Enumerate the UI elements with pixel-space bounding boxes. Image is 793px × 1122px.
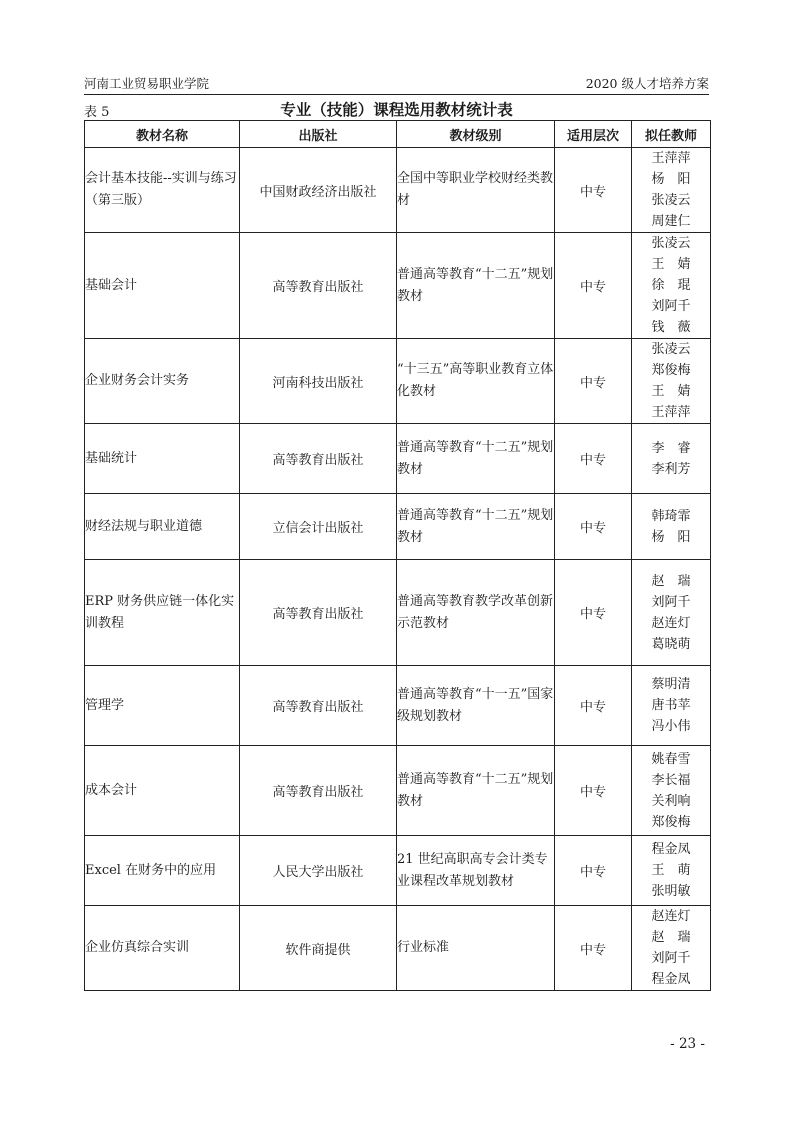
table-body [85, 148, 711, 991]
tier-cell: 中专 [555, 233, 632, 339]
publisher-cell: 立信会计出版社 [240, 494, 397, 560]
teachers-cell [632, 233, 711, 339]
column-header: 适用层次 [555, 121, 632, 148]
teacher-name: 张凌云 [651, 193, 691, 208]
teachers-cell [632, 424, 711, 494]
teacher-name: 张凌云 [651, 342, 691, 357]
publisher-cell: 人民大学出版社 [240, 836, 397, 906]
teacher-name: 韩琦霏 [651, 508, 691, 524]
column-header: 教材级别 [397, 121, 555, 148]
textbook-level-cell: 普通高等教育“十二五”规划教材 [397, 494, 555, 560]
textbook-name-cell: 财经法规与职业道德 [85, 494, 240, 560]
textbook-level-cell: 21 世纪高职高专会计类专业课程改革规划教材 [397, 836, 555, 906]
tier-cell: 中专 [555, 424, 632, 494]
table-row [85, 906, 711, 991]
teacher-name: 程金凤 [651, 842, 691, 857]
tier-cell: 中专 [555, 560, 632, 666]
header-plan-title: 2020 级人才培养方案 [585, 76, 709, 91]
textbook-table [84, 120, 711, 991]
publisher-cell: 河南科技出版社 [240, 339, 397, 424]
publisher-cell: 高等教育出版社 [240, 424, 397, 494]
column-header: 出版社 [240, 121, 397, 148]
tier-cell: 中专 [555, 494, 632, 560]
teachers-cell [632, 494, 711, 560]
table-caption [84, 98, 709, 120]
teacher-name: 刘阿千 [651, 594, 691, 610]
textbook-name-cell: 基础统计 [85, 424, 240, 494]
teacher-name: 李 睿 [651, 440, 691, 456]
teacher-name: 郑俊梅 [651, 363, 691, 378]
publisher-cell: 高等教育出版社 [240, 560, 397, 666]
teacher-name: 张明敏 [651, 884, 691, 899]
teacher-name: 葛晓萌 [651, 636, 691, 652]
tier-cell: 中专 [555, 746, 632, 836]
teacher-name: 张凌云 [651, 236, 691, 251]
teacher-name: 赵 瑞 [651, 573, 691, 589]
table-row [85, 233, 711, 339]
tier-cell: 中专 [555, 339, 632, 424]
teachers-cell [632, 906, 711, 991]
teacher-name: 王 婧 [651, 384, 691, 399]
teacher-name: 王 萌 [651, 863, 691, 878]
teachers-cell [632, 836, 711, 906]
teacher-name: 赵 瑞 [651, 930, 691, 945]
textbook-name-cell: 企业仿真综合实训 [85, 906, 240, 991]
table-row [85, 424, 711, 494]
teacher-name: 钱 薇 [651, 320, 691, 335]
header-institution: 河南工业贸易职业学院 [84, 76, 210, 91]
teachers-cell [632, 746, 711, 836]
textbook-level-cell: 普通高等教育“十二五”规划教材 [397, 424, 555, 494]
textbook-level-cell: 普通高等教育“十二五”规划教材 [397, 233, 555, 339]
column-header: 教材名称 [85, 121, 240, 148]
teacher-name: 王萍萍 [651, 405, 691, 420]
table-row [85, 666, 711, 746]
tier-cell: 中专 [555, 666, 632, 746]
teacher-name: 李利芳 [651, 461, 691, 477]
textbook-level-cell: 全国中等职业学校财经类教材 [397, 148, 555, 233]
teachers-cell [632, 339, 711, 424]
publisher-cell: 高等教育出版社 [240, 746, 397, 836]
teacher-name: 徐 琨 [651, 278, 691, 293]
textbook-name-cell: Excel 在财务中的应用 [85, 836, 240, 906]
teacher-name: 王萍萍 [651, 151, 691, 166]
textbook-name-cell: 管理学 [85, 666, 240, 746]
column-header: 拟任教师 [632, 121, 711, 148]
teacher-name: 王 婧 [651, 257, 691, 272]
table-row [85, 836, 711, 906]
textbook-level-cell: 普通高等教育“十一五”国家级规划教材 [397, 666, 555, 746]
textbook-name-cell: ERP 财务供应链一体化实训教程 [85, 560, 240, 666]
teacher-name: 周建仁 [651, 214, 691, 229]
textbook-name-cell: 基础会计 [85, 233, 240, 339]
teacher-name: 姚春雪 [651, 751, 691, 767]
teacher-name: 赵连灯 [651, 615, 691, 631]
table-row [85, 494, 711, 560]
publisher-cell: 高等教育出版社 [240, 233, 397, 339]
teacher-name: 关利响 [651, 793, 691, 809]
table-row [85, 746, 711, 836]
textbook-level-cell: 普通高等教育“十二五”规划教材 [397, 746, 555, 836]
tier-cell: 中专 [555, 906, 632, 991]
table-header-row [85, 121, 711, 148]
teacher-name: 刘阿千 [651, 299, 691, 314]
table-row [85, 560, 711, 666]
teacher-name: 赵连灯 [651, 909, 691, 924]
teachers-cell [632, 666, 711, 746]
tier-cell: 中专 [555, 836, 632, 906]
teacher-name: 冯小伟 [651, 719, 691, 734]
textbook-level-cell: “十三五”高等职业教育立体化教材 [397, 339, 555, 424]
teacher-name: 杨 阳 [651, 529, 691, 545]
table-row [85, 148, 711, 233]
textbook-name-cell: 会计基本技能--实训与练习（第三版） [85, 148, 240, 233]
teacher-name: 程金凤 [651, 972, 691, 987]
textbook-name-cell: 企业财务会计实务 [85, 339, 240, 424]
teacher-name: 唐书苹 [651, 698, 691, 713]
teacher-name: 李长福 [651, 772, 691, 788]
teachers-cell [632, 560, 711, 666]
teacher-name: 刘阿千 [651, 951, 691, 966]
page-number: - 23 - [670, 1036, 705, 1052]
publisher-cell: 高等教育出版社 [240, 666, 397, 746]
teachers-cell [632, 148, 711, 233]
textbook-level-cell: 普通高等教育教学改革创新示范教材 [397, 560, 555, 666]
teacher-name: 杨 阳 [651, 172, 691, 187]
publisher-cell: 软件商提供 [240, 906, 397, 991]
textbook-name-cell: 成本会计 [85, 746, 240, 836]
publisher-cell: 中国财政经济出版社 [240, 148, 397, 233]
tier-cell: 中专 [555, 148, 632, 233]
textbook-level-cell: 行业标准 [397, 906, 555, 991]
teacher-name: 蔡明清 [651, 677, 691, 692]
page-header [84, 70, 709, 95]
table-label: 表 5 [84, 105, 110, 120]
teacher-name: 郑俊梅 [651, 814, 691, 830]
table-row [85, 339, 711, 424]
table-title: 专业（技能）课程选用教材统计表 [280, 100, 513, 119]
